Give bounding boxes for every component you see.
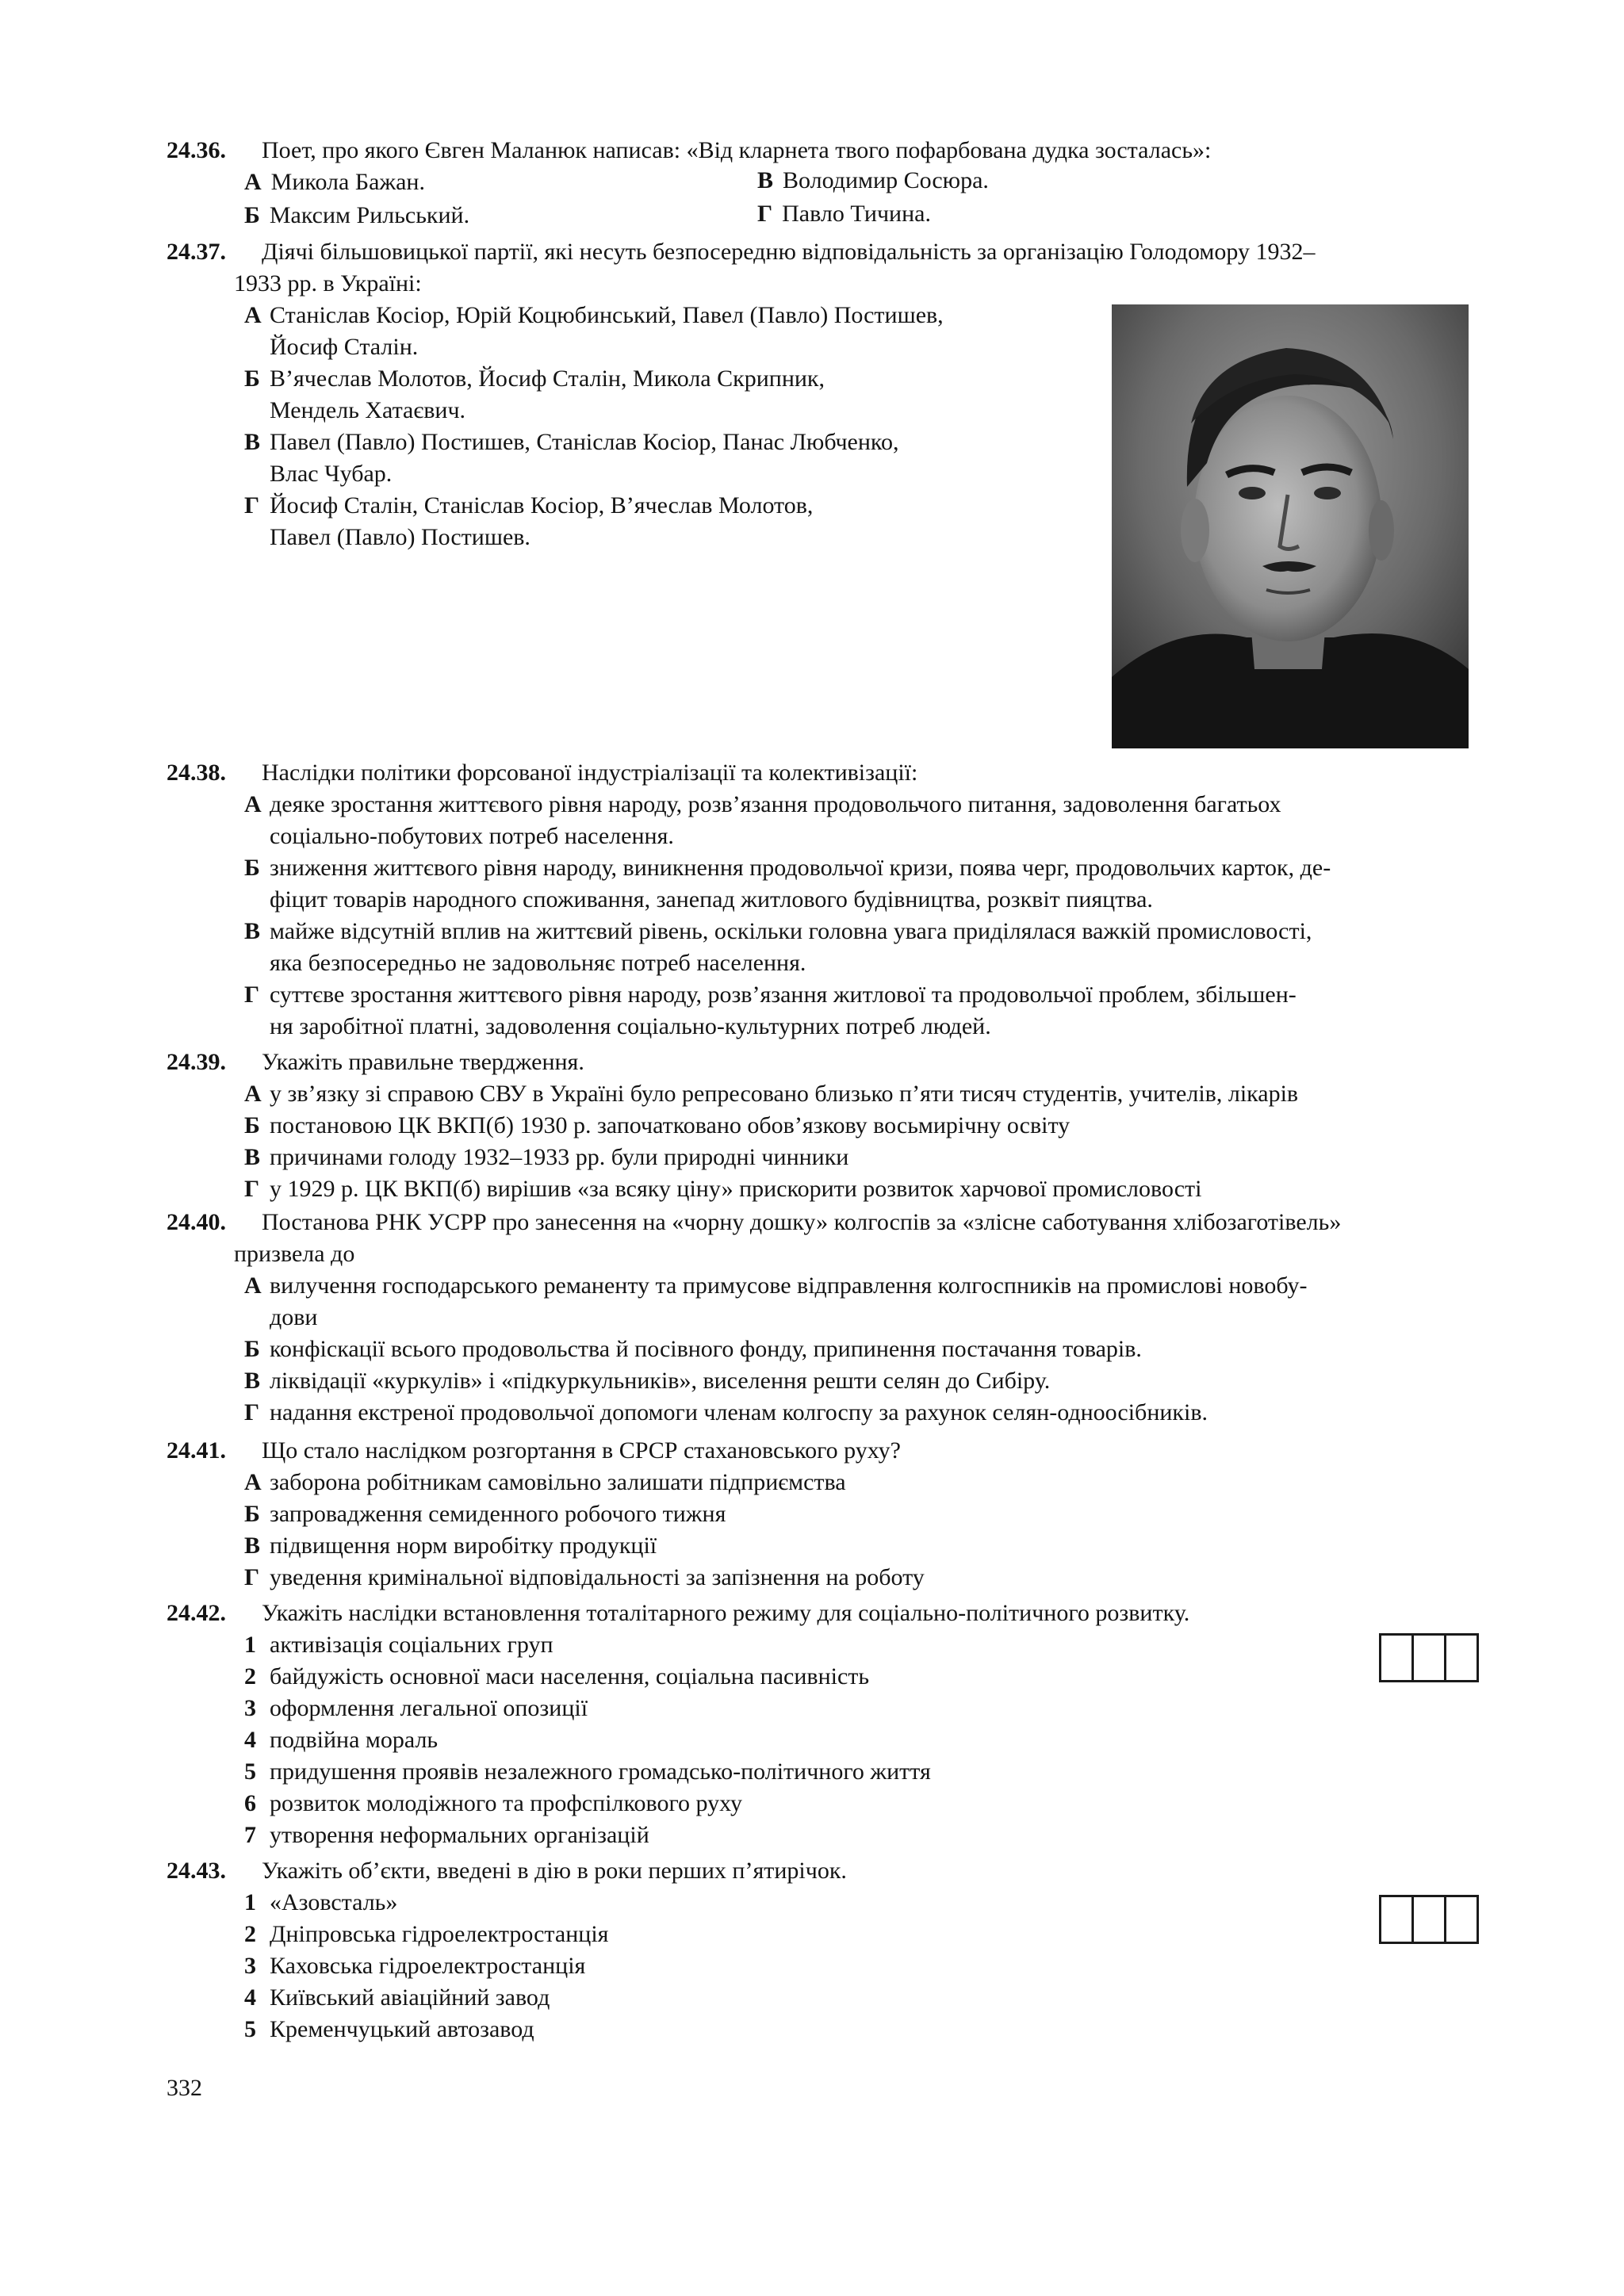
option-v[interactable]: В ліквідації «куркулів» і «підкуркульників», виселення решти селян до Сибіру. — [244, 1368, 1051, 1394]
option-a[interactable]: А Станіслав Косіор, Юрій Коцюбинський, Павел (Павло) Постишев, Йосиф Сталін. — [244, 302, 944, 360]
option-g[interactable]: Г суттєве зростання життєвого рівня народу, розв’язання житлової та продовольчої проблем, збільшен- ня заробітної платні, задоволення соціально-культурних потреб людей. — [244, 982, 1297, 1039]
question-text-cont: призвела до — [234, 1241, 355, 1267]
question-number: 24.42. — [167, 1600, 226, 1626]
question-text: Наслідки політики форсованої індустріалізації та колективізації: — [262, 760, 918, 786]
option-b[interactable]: Б конфіскації всього продовольства й посівного фонду, припинення постачання товарів. — [244, 1336, 1142, 1362]
option-g[interactable]: Г Йосиф Сталін, Станіслав Косіор, В’ячеслав Молотов, Павел (Павло) Постишев. — [244, 492, 814, 550]
option-g[interactable]: Г Павло Тичина. — [757, 201, 931, 227]
option-b[interactable]: Б запровадження семиденного робочого тижня — [244, 1501, 726, 1527]
answer-box[interactable] — [1379, 1633, 1414, 1682]
option-1[interactable]: 1 «Азовсталь» — [244, 1889, 398, 1915]
answer-grid-24-43 — [1381, 1895, 1479, 1944]
option-g[interactable]: Г уведення кримінальної відповідальності за запізнення на роботу — [244, 1564, 925, 1590]
option-b[interactable]: Б зниження життєвого рівня народу, виникнення продовольчої кризи, поява черг, продовольчих карток, де- фіцит товарів народного споживання, занепад житлового будівництва, розквіт пияцтва. — [244, 855, 1331, 913]
option-3[interactable]: 3 Каховська гідроелектростанція — [244, 1953, 586, 1979]
portrait-image — [1112, 304, 1469, 748]
option-1[interactable]: 1 активізація соціальних груп — [244, 1632, 553, 1658]
portrait-photo — [1112, 304, 1469, 748]
question-text: Що стало наслідком розгортання в СРСР стахановського руху? — [262, 1437, 901, 1464]
option-g[interactable]: Г надання екстреної продовольчої допомоги членам колгоспу за рахунок селян-одноосібників. — [244, 1399, 1208, 1425]
option-a[interactable]: А заборона робітникам самовільно залишати підприємства — [244, 1469, 846, 1495]
answer-grid-24-42 — [1381, 1633, 1479, 1682]
option-v[interactable]: В причинами голоду 1932–1933 рр. були природні чинники — [244, 1144, 849, 1170]
option-b[interactable]: Б Максим Рильський. — [244, 202, 470, 228]
question-text: Укажіть об’єкти, введені в дію в роки перших п’ятирічок. — [262, 1858, 847, 1884]
option-7[interactable]: 7 утворення неформальних організацій — [244, 1822, 649, 1848]
option-v[interactable]: В Володимир Сосюра. — [757, 167, 989, 193]
option-5[interactable]: 5 придушення проявів незалежного громадсько-політичного життя — [244, 1758, 931, 1785]
question-24-39 — [167, 1047, 1499, 1205]
question-24-43 — [167, 1855, 1499, 2045]
options-grid — [167, 166, 1499, 230]
answer-box[interactable] — [1444, 1895, 1479, 1944]
question-text: Постанова РНК УСРР про занесення на «чорну дошку» колгоспів за «злісне саботування хлібозаготівель» — [262, 1209, 1342, 1235]
question-number: 24.37. — [167, 239, 226, 265]
question-24-41 — [167, 1435, 1499, 1594]
question-number: 24.36. — [167, 137, 226, 163]
question-number: 24.40. — [167, 1209, 226, 1235]
option-v[interactable]: В підвищення норм виробітку продукції — [244, 1533, 657, 1559]
question-text: Поет, про якого Євген Маланюк написав: «Від кларнета твого пофарбована дудка зосталась»: — [262, 137, 1212, 163]
page-number: 332 — [167, 2075, 202, 2101]
question-text: Укажіть наслідки встановлення тоталітарного режиму для соціально-політичного розвитку. — [262, 1600, 1190, 1626]
question-24-36 — [167, 135, 1499, 230]
question-text-cont: 1933 рр. в Україні: — [234, 270, 422, 297]
option-5[interactable]: 5 Кременчуцький автозавод — [244, 2016, 534, 2042]
question-number: 24.39. — [167, 1049, 226, 1075]
question-number: 24.43. — [167, 1858, 226, 1884]
option-a[interactable]: А у зв’язку зі справою СВУ в Україні було репресовано близько п’яти тисяч студентів, учителів, лікарів — [244, 1081, 1299, 1107]
option-3[interactable]: 3 оформлення легальної опозиції — [244, 1695, 588, 1721]
option-g[interactable]: Г у 1929 р. ЦК ВКП(б) вирішив «за всяку ціну» прискорити розвиток харчової промисловості — [244, 1176, 1202, 1202]
question-24-38 — [167, 757, 1499, 1043]
question-24-42 — [167, 1598, 1499, 1851]
question-24-40 — [167, 1207, 1499, 1429]
answer-box[interactable] — [1411, 1633, 1446, 1682]
option-a[interactable]: А Микола Бажан. — [244, 169, 425, 195]
option-2[interactable]: 2 Дніпровська гідроелектростанція — [244, 1921, 609, 1947]
answer-box[interactable] — [1444, 1633, 1479, 1682]
option-v[interactable]: В Павел (Павло) Постишев, Станіслав Косіор, Панас Любченко, Влас Чубар. — [244, 429, 899, 487]
answer-box[interactable] — [1411, 1895, 1446, 1944]
question-number: 24.38. — [167, 760, 226, 786]
question-text: Діячі більшовицької партії, які несуть безпосередню відповідальність за організацію Голодомору 1932– — [262, 239, 1316, 265]
option-2[interactable]: 2 байдужість основної маси населення, соціальна пасивність — [244, 1663, 870, 1689]
option-v[interactable]: В майже відсутній вплив на життєвий рівень, оскільки головна увага приділялася важкій промисловості, яка безпосередньо не задовольняє потреб населення. — [244, 918, 1312, 976]
option-4[interactable]: 4 подвійна мораль — [244, 1727, 439, 1753]
option-a[interactable]: А деяке зростання життєвого рівня народу, розв’язання продовольчого питання, задоволення багатьох соціально-побутових потреб населення. — [244, 791, 1281, 849]
question-number: 24.41. — [167, 1437, 226, 1464]
option-4[interactable]: 4 Київський авіаційний завод — [244, 1984, 550, 2011]
answer-box[interactable] — [1379, 1895, 1414, 1944]
option-b[interactable]: Б В’ячеслав Молотов, Йосиф Сталін, Микола Скрипник, Мендель Хатаєвич. — [244, 365, 825, 423]
option-a[interactable]: А вилучення господарського реманенту та примусове відправлення колгоспників на промислові новобу- дови — [244, 1272, 1308, 1330]
option-b[interactable]: Б постановою ЦК ВКП(б) 1930 р. започатковано обов’язкову восьмирічну освіту — [244, 1112, 1071, 1138]
question-text: Укажіть правильне твердження. — [262, 1049, 584, 1075]
option-6[interactable]: 6 розвиток молодіжного та профспілкового руху — [244, 1790, 742, 1816]
